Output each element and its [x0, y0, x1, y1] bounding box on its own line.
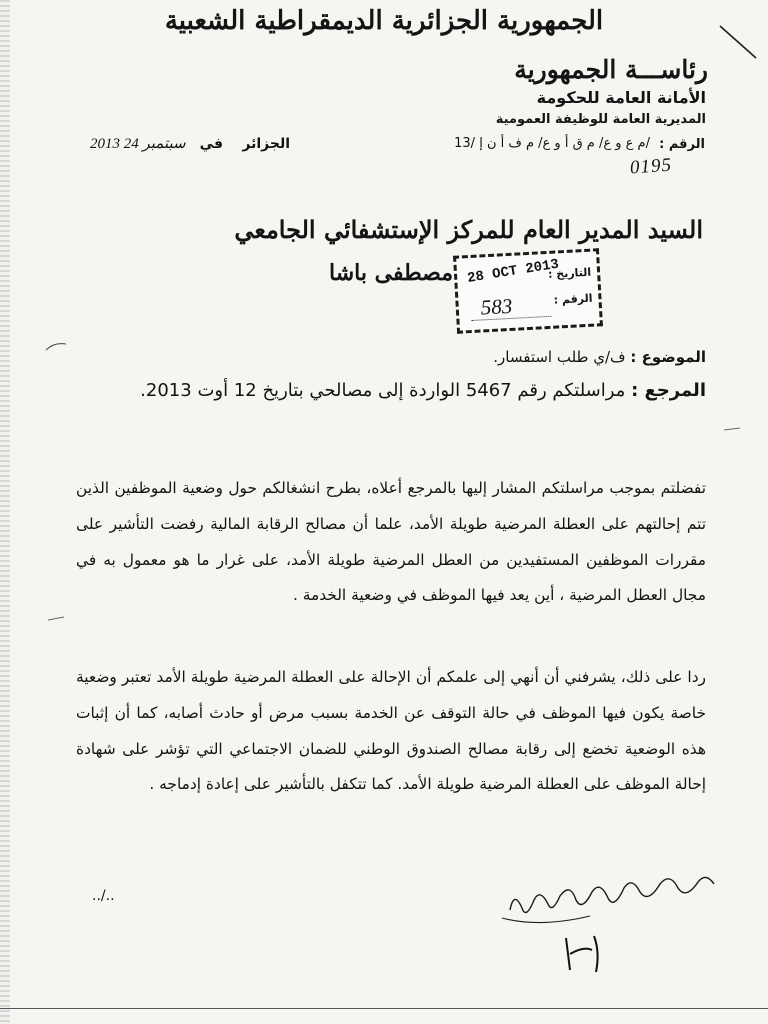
body-paragraph-1: تفضلتم بموجب مراسلتكم المشار إليها بالمرجع أعلاه، بطرح انشغالكم حول وضعية الموظفين الذين تتم إحالتهم على العطلة المرضية طويلة الأمد، علما أن مصالح الرقابة المالية رفضت التأشير على مقررات الموظفين المستفيدين من العطل المرضية طويلة الأمد، على غرار ما هو معمول به في مجال العطل المرضية ، أين يعد فيها الموظف في وضعية الخدمة . [76, 479, 706, 605]
republic-header: الجمهورية الجزائرية الديمقراطية الشعبية [164, 6, 604, 36]
reference-code: 13/ م ع و ع/ م ق أ و ع/ م ف أ ن إ/ [454, 136, 650, 151]
reference-line [140, 380, 706, 401]
continuation-mark: ../.. [92, 888, 115, 904]
place-preposition: في [199, 136, 223, 152]
stamp-number: 583 [480, 293, 513, 320]
place-label: الجزائر [242, 136, 290, 152]
addressee-line-2: مصطفى باشا [329, 260, 453, 286]
letter-date: 2013 سبتمبر 24 [90, 136, 186, 152]
presidency-header: رئاســـة الجمهورية [514, 55, 708, 84]
body-paragraph-2: ردا على ذلك، يشرفني أن أنهي إلى علمكم أن الإحالة على العطلة المرضية طويلة الأمد تعتبر وضعية خاصة يكون فيها الموظف في حالة التوقف عن الخدمة بسبب مرض أو حادث أصابه، كما أن إثبات هذه الوضعية تخضع إلى رقابة مصالح الصندوق الوطني للضمان الاجتماعي التي تؤشر على شهادة إحالة الموظف على العطلة المرضية طويلة الأمد. كما تتكفل بالتأشير على إعادة إدماجه . [76, 668, 706, 794]
reference-label: الرقم : [659, 137, 705, 152]
received-stamp [453, 248, 603, 334]
margin-mark-left [46, 614, 66, 624]
subject-label: الموضوع : [630, 348, 706, 366]
handwritten-signature [500, 870, 730, 980]
margin-mark [44, 340, 68, 354]
margin-mark-right [722, 424, 742, 436]
registration-number: 0195 [629, 154, 673, 179]
stamp-date: 28 OCT 2013 [466, 256, 561, 287]
subject-line [493, 348, 706, 366]
scan-edge [0, 0, 10, 1024]
reference-line-label: المرجع : [631, 380, 706, 401]
subject-text: ف/ي طلب استفسار. [493, 348, 626, 366]
directorate-header: المديرية العامة للوظيفة العمومية [495, 112, 706, 127]
stamp-number-label: الرقم : [553, 291, 593, 307]
page-bottom-edge [0, 1008, 768, 1009]
stamp-date-label: التاريخ : [547, 265, 592, 281]
reference-line-text: مراسلتكم رقم 5467 الواردة إلى مصالحي بتاريخ 12 أوت 2013. [140, 380, 626, 401]
addressee-line-1: السيد المدير العام للمركز الإستشفائي الجامعي [234, 215, 703, 244]
secretariat-header: الأمانة العامة للحكومة [536, 88, 706, 107]
